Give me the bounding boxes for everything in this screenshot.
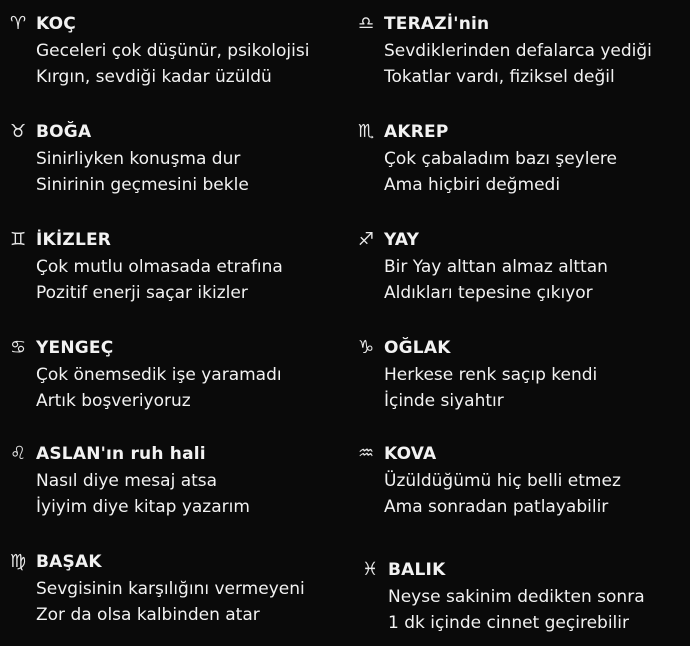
sign-name: ASLAN'ın ruh hali [36, 444, 206, 464]
sign-text-line: Herkese renk saçıp kendi [384, 365, 598, 385]
sign-yengec [10, 334, 340, 414]
sign-akrep [358, 118, 688, 198]
sign-name: BAŞAK [36, 552, 102, 572]
sign-name: KOVA [384, 444, 437, 464]
virgo-icon: ♍ [10, 551, 27, 572]
sign-text-line: Çok çabaladım bazı şeylere [384, 149, 618, 169]
sign-header [358, 226, 688, 254]
pisces-icon: ♓ [362, 559, 379, 580]
sign-header [358, 334, 688, 362]
sign-basak [10, 548, 340, 628]
sign-name: TERAZİ'nin [384, 14, 490, 34]
sign-header [10, 226, 340, 254]
sign-name: YENGEÇ [36, 338, 114, 358]
sign-terazi [358, 10, 688, 90]
sign-text-line: Çok önemsedik işe yaramadı [36, 365, 282, 385]
sign-text-line: Ama hiçbiri değmedi [384, 175, 561, 195]
sign-name: AKREP [384, 122, 449, 142]
sign-name: BOĞA [36, 122, 92, 142]
aries-icon: ♈ [10, 13, 27, 34]
sign-text-line: Üzüldüğümü hiç belli etmez [384, 471, 621, 491]
sign-text-line: Artık boşveriyoruz [36, 391, 191, 411]
leo-icon: ♌ [10, 443, 27, 464]
aquarius-icon: ♒ [358, 443, 375, 464]
sign-text-line: Çok mutlu olmasada etrafına [36, 257, 283, 277]
sign-name: BALIK [388, 560, 446, 580]
sign-header [362, 556, 690, 584]
sign-text-line: 1 dk içinde cinnet geçirebilir [388, 613, 629, 633]
sign-text-line: Sinirinin geçmesini bekle [36, 175, 249, 195]
sign-text-line: Nasıl diye mesaj atsa [36, 471, 218, 491]
sign-name: YAY [384, 230, 420, 250]
sign-header [10, 334, 340, 362]
scorpio-icon: ♏ [358, 121, 375, 142]
taurus-icon: ♉ [10, 121, 27, 142]
sign-text-line: Neyse sakinim dedikten sonra [388, 587, 645, 607]
sagittarius-icon: ♐ [358, 229, 375, 250]
sign-text-line: Pozitif enerji saçar ikizler [36, 283, 248, 303]
sign-text-line: Tokatlar vardı, fiziksel değil [384, 67, 615, 87]
sign-text-line: Sevdiklerinden defalarca yediği [384, 41, 652, 61]
sign-yay [358, 226, 688, 306]
sign-text-line: Bir Yay alttan almaz alttan [384, 257, 608, 277]
sign-header [10, 118, 340, 146]
sign-text-line: Aldıkları tepesine çıkıyor [384, 283, 593, 303]
sign-text-line: Zor da olsa kalbinden atar [36, 605, 260, 625]
sign-header [358, 10, 688, 38]
sign-header [10, 440, 340, 468]
sign-text-line: Sinirliyken konuşma dur [36, 149, 241, 169]
sign-text-line: İyiyim diye kitap yazarım [36, 497, 250, 517]
sign-text-line: Ama sonradan patlayabilir [384, 497, 609, 517]
sign-balik [362, 556, 690, 636]
sign-koc [10, 10, 340, 90]
sign-text-line: Sevgisinin karşılığını vermeyeni [36, 579, 305, 599]
sign-header [10, 10, 340, 38]
sign-name: KOÇ [36, 14, 76, 34]
libra-icon: ♎ [358, 13, 375, 34]
sign-header [358, 440, 688, 468]
sign-text-line: İçinde siyahtır [384, 391, 504, 411]
sign-oglak [358, 334, 688, 414]
sign-text-line: Kırgın, sevdiği kadar üzüldü [36, 67, 272, 87]
sign-name: İKİZLER [36, 230, 112, 250]
cancer-icon: ♋ [10, 337, 27, 358]
sign-ikizler [10, 226, 340, 306]
sign-name: OĞLAK [384, 338, 451, 358]
gemini-icon: ♊ [10, 229, 27, 250]
sign-boga [10, 118, 340, 198]
sign-aslan [10, 440, 340, 520]
sign-text-line: Geceleri çok düşünür, psikolojisi [36, 41, 310, 61]
capricorn-icon: ♑ [358, 337, 375, 358]
sign-header [358, 118, 688, 146]
sign-kova [358, 440, 688, 520]
sign-header [10, 548, 340, 576]
